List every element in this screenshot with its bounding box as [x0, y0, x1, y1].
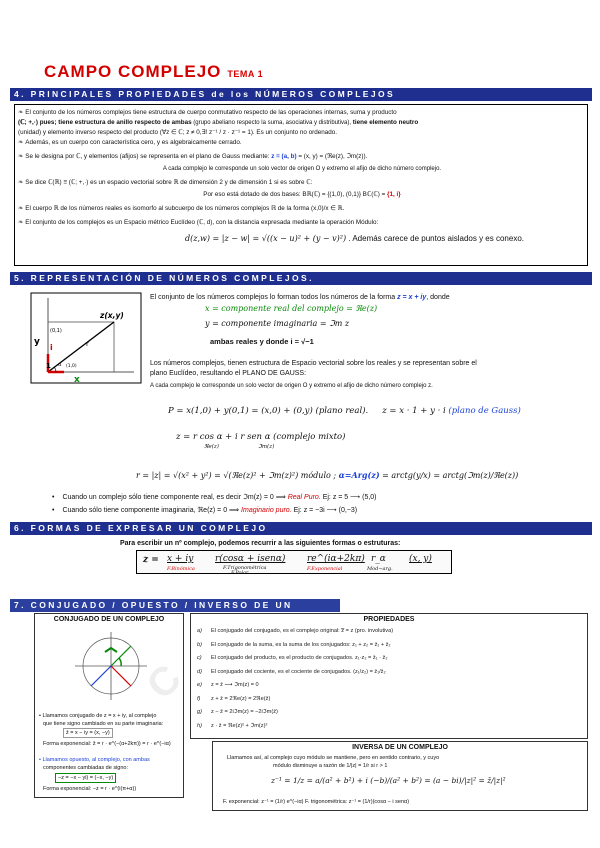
s4-line-3: (unidad) y elemento inverso respecto del producto (∀z ∈ ℂ; z ≠ 0,∃! z⁻¹ / z · z⁻¹ = 1). Es un conjunto no ordenado.: [18, 129, 337, 136]
watermark: C: [138, 656, 190, 708]
s6-label-binomica: F.Binómica: [167, 566, 195, 572]
property-text: El conjugado del conjugado, es el complejo original: z̿ = z (pro. involutiva): [211, 628, 394, 634]
conj-formula: z̄ = x − iy = (x, −y): [63, 728, 113, 738]
label-one: 1: [46, 362, 51, 370]
property-item: [197, 628, 393, 634]
s4-line-8: Por eso está dotado de dos bases: Bℝ(ℂ) = {(1,0), (0,1)} Bℂ(ℂ) = {1, i}: [203, 191, 401, 198]
property-item: [197, 696, 270, 702]
s6-form-trig: r(cosα + isenα): [215, 554, 286, 564]
label-y: y: [34, 337, 40, 347]
s5-p3: plano Euclídeo, resultando el PLANO DE GAUSS:: [150, 370, 307, 377]
conj-exp: Forma exponencial: z̄ = r · e^(−(α+2kπ)) = r · e^(−iα): [43, 741, 171, 747]
property-item: [197, 655, 388, 661]
s6-form-pair: (x, y): [409, 554, 432, 564]
s5-eq1: P = x(1,0) + y(0,1) = (x,0) + (0,y) (plano real). z = x · 1 + y · i (plano de Gauss): [168, 406, 521, 416]
conjugate-diagram: [71, 628, 151, 704]
property-text: El conjugado del producto, es el producto de conjugados. z₁·z₂ = z̄₁ · z̄₂: [211, 655, 388, 661]
title-tema: TEMA 1: [227, 69, 264, 79]
opp-formula: −z = −x − yi) = (−x, −y): [55, 773, 116, 783]
conj-text-1: • Llamamos conjugado de z = x + iy, al complejo: [39, 713, 157, 719]
s6-intro: Para escribir un nº complejo, podemos recurrir a las siguientes formas o estruturas:: [120, 540, 401, 547]
section-4-box: [14, 104, 588, 266]
s6-label-polar: F.Polar: [231, 570, 249, 576]
inverse-formula: z⁻¹ = 1/z = a/(a² + b²) + i (−b)/(a² + b²) = (a − bi)/|z|² = z̄/|z|²: [271, 776, 506, 785]
opp-text-1: • Llamamos opuesto, al complejo, con ambas: [39, 757, 150, 763]
s5-bullet-imag: • Cuando sólo tiene componente imaginaria, ℜe(z) = 0 ⟹ Imaginario puro. Ej: z = −3i ⟶ (0,−3): [52, 506, 357, 514]
s5-y-line: y = componente imaginaria = ℑm z: [205, 319, 350, 328]
s6-label-trig: F.Trigonométrica: [223, 565, 267, 571]
property-text: z · z̄ = ℜe(z)² + ℑm(z)²: [211, 722, 268, 729]
inverse-forms: F. exponencial: z⁻¹ = (1/r) e^(−iα) F. trigonométrica: z⁻¹ = (1/r)(cosα − i senα): [223, 799, 410, 805]
properties-panel: [190, 613, 588, 739]
s4-line-10: ❧ El conjunto de los complejos es un Espacio métrico Euclídeo (ℂ, d), con la distancia expresada mediante la operación Módulo:: [18, 219, 379, 226]
opp-exp: Forma exponencial: −z = r · e^(i(π+α)): [43, 786, 137, 792]
s6-label-modarg: Mod−arg.: [367, 566, 393, 572]
property-item: [197, 682, 259, 688]
s5-p4: A cada complejo le corresponde un solo vector de origen O y extremo el afijo de dicho número complejo z.: [150, 383, 433, 389]
s6-form-exp: re^(iα+2kπ): [307, 554, 365, 564]
property-text: z + z̄ = 2ℜe(z) = 2ℜe(z̄): [211, 695, 271, 702]
property-key: b): [197, 641, 202, 648]
property-key: e): [197, 682, 202, 688]
s5-x-line: x = componente real del complejo = ℜe(z): [205, 304, 378, 313]
property-key: f): [197, 695, 201, 702]
inverse-text-2: módulo disminuye a razón de 1/|z| = 1/r si r > 1: [273, 763, 388, 769]
s5-both: ambas reales y donde i = √−1: [210, 337, 314, 346]
property-key: c): [197, 655, 202, 661]
property-item: [197, 709, 278, 715]
s6-label-exp: F.Exponencial: [307, 566, 343, 572]
label-z: z(x,y): [100, 311, 124, 320]
page-title: [44, 62, 263, 82]
property-text: El conjugado de la suma, es la suma de los conjugados: z₁ + z₂ = z̄₁ + z̄₂: [211, 641, 391, 648]
s4-line-6: A cada complejo le corresponde un solo vector de origen O y extremo el afijo de dicho número complejo.: [162, 166, 442, 172]
label-i: i: [50, 343, 53, 352]
s4-line-4: ❧ Además, es un cuerpo con característica cero, y es algebraicamente cerrado.: [18, 139, 242, 146]
s5-eq2-sub2: ℑm(z): [258, 444, 275, 450]
property-text: z − z̄ = 2iℑm(z) = −2iℑm(z̄): [211, 709, 278, 715]
s5-p2: Los números complejos, tienen estructura de Espacio vectorial sobre los reales y se representan sobre el: [150, 360, 477, 367]
s5-eq2: z = r cos α + i r sen α (complejo mixto): [176, 432, 346, 442]
s6-form-binomica: x + iy: [167, 554, 194, 564]
s5-eq2-sub1: ℜe(z): [204, 444, 219, 450]
s4-line-5: ❧ Se le designa por ℂ, y elementos (afijos) se representa en el plano de Gauss mediante: z = (a, b) = (x, y) = (ℜe(z), ℑm(z)).: [18, 153, 368, 160]
section-6-header: 6. FORMAS DE EXPRESAR UN COMPLEJO: [10, 522, 592, 535]
section-4-header: 4. PRINCIPALES PROPIEDADES de los NÚMEROS COMPLEJOS: [10, 88, 592, 101]
label-10: (1,0): [66, 364, 77, 369]
s4-line-1: ❧ El conjunto de los números complejos tiene estructura de cuerpo conmutativo respecto de las operaciones internas, suma y producto: [18, 109, 397, 116]
section-5-header: 5. REPRESENTACIÓN DE NÚMEROS COMPLEJOS.: [10, 272, 592, 285]
label-x: x: [74, 375, 80, 384]
property-text: El conjugado del cociente, es el cociente de conjugados. (z₁/z₂) = z̄₁/z̄₂: [211, 668, 386, 675]
gauss-plane-diagram: [30, 292, 142, 384]
s4-line-2: (ℂ; +,·) pues; tiene estructura de anillo respecto de ambas (grupo abeliano respecto la suma, asociativa y distributiva), tiene elemento neutro: [18, 119, 419, 126]
section-7-header: 7. CONJUGADO / OPUESTO / INVERSO DE UN COMPLEJO: [10, 599, 340, 612]
property-item: [197, 723, 267, 729]
inverse-title: INVERSA DE UN COMPLEJO: [352, 744, 448, 751]
s4-line-11: d(z,w) = |z − w| = √((x − u)² + (y − v)²) . Además carece de puntos aislados y es conexo.: [185, 234, 524, 243]
property-key: d): [197, 668, 202, 675]
conj-text-2: que tiene signo cambiado en su parte imaginaria:: [43, 721, 164, 727]
s5-bullet-real: • Cuando un complejo sólo tiene componente real, es decir ℑm(z) = 0 ⟹ Real Puro. Ej: z = 5 ⟶ (5,0): [52, 493, 377, 501]
label-alpha: α: [58, 362, 62, 368]
property-text: z = z̄ ⟶ ℑm(z) = 0: [211, 682, 259, 688]
s6-z: z =: [143, 555, 159, 565]
inverse-panel: [212, 741, 588, 811]
property-key: g): [197, 709, 202, 715]
s6-forms-box: [136, 550, 452, 574]
property-item: [197, 642, 391, 648]
s6-form-modarg: r_α: [371, 554, 386, 564]
property-item: [197, 669, 386, 675]
label-r: r: [86, 340, 89, 348]
s5-p1: El conjunto de los números complejos lo forman todos los números de la forma z = x + iy, donde: [150, 294, 450, 301]
label-01: (0,1): [50, 328, 62, 334]
conjugate-title: CONJUGADO DE UN COMPLEJO: [53, 616, 165, 623]
property-key: a): [197, 628, 202, 634]
properties-title: PROPIEDADES: [363, 616, 415, 623]
property-key: h): [197, 722, 202, 729]
s5-eq3: r = |z| = √(x² + y²) = √(ℜe(z)² + ℑm(z)²) módulo ; α=Arg(z) = arctg(y/x) = arctg(ℑm(z)/ℜe(z)): [136, 470, 519, 480]
s4-line-9: ❧ El cuerpo ℝ de los números reales es isomorfo al subcuerpo de los números complejos ℝ de la forma (x,0)/x ∈ ℝ.: [18, 205, 345, 212]
title-main: CAMPO COMPLEJO: [44, 62, 222, 81]
opp-text-2: componentes cambiadas de signo:: [43, 765, 128, 771]
s4-line-7: ❧ Se dice ℂ(ℝ) ≡ (ℂ; +,·) es un espacio vectorial sobre ℝ de dimensión 2 y de dimensión 1 si es sobre ℂ:: [18, 179, 313, 186]
conjugate-panel: [34, 613, 184, 798]
inverse-text-1: Llamamos así, al complejo cuyo módulo se mantiene, pero en sentido contrario, y cuyo: [227, 755, 440, 761]
